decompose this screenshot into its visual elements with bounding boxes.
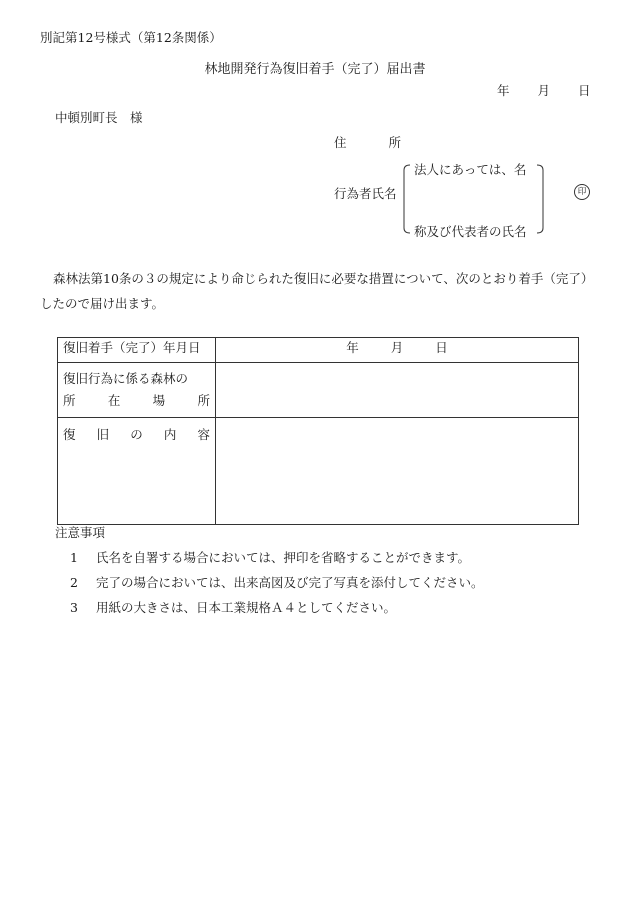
note-number: 1 [70, 550, 78, 565]
content-char: 内 [163, 427, 177, 442]
document-title: 林地開発行為復旧着手（完了）届出書 [204, 62, 426, 77]
location-char: 場 [152, 393, 166, 408]
address-label [334, 133, 401, 151]
note-number: 2 [70, 575, 78, 590]
note-item [70, 573, 484, 591]
right-brace [537, 164, 545, 234]
location-char: 所 [63, 393, 76, 408]
table-row [58, 338, 579, 363]
note-item [70, 548, 470, 566]
addressee: 中頓別町長 様 [55, 110, 143, 125]
start-date-field[interactable] [216, 338, 579, 363]
submission-date [497, 81, 591, 99]
left-brace [402, 164, 410, 234]
table-row [58, 418, 579, 525]
note-text: 氏名を自署する場合においては、押印を省略することができます。 [96, 550, 471, 565]
address-char: 所 [388, 135, 402, 150]
date-day-label: 日 [578, 83, 591, 98]
body-paragraph: 森林法第10条の３の規定により命じられた復旧に必要な措置について、次のとおり着手（完了）したので届け出ます。 [40, 271, 588, 311]
start-date-label: 復旧着手（完了）年月日 [58, 338, 216, 363]
forest-location-label-line1: 復旧行為に係る森林の [63, 371, 189, 386]
restoration-content-field[interactable] [216, 418, 579, 525]
date-month-label: 月 [537, 83, 551, 98]
corporation-note-line1: 法人にあっては、名 [414, 162, 527, 177]
content-char: 容 [197, 427, 210, 442]
note-text: 完了の場合においては、出来高図及び完了写真を添付してください。 [96, 575, 484, 590]
table-row [58, 363, 579, 418]
content-char: の [130, 427, 143, 442]
note-text: 用紙の大きさは、日本工業規格Ａ４としてください。 [96, 600, 397, 615]
forest-location-label [58, 363, 216, 418]
date-year-label: 年 [497, 83, 510, 98]
field-month-label: 月 [390, 340, 404, 355]
restoration-info-table [57, 337, 579, 525]
notes-title: 注意事項 [55, 525, 106, 540]
corporation-note-line2: 称及び代表者の氏名 [414, 224, 527, 239]
field-day-label: 日 [435, 340, 448, 355]
seal-icon: 印 [574, 184, 590, 200]
form-reference: 別記第12号様式（第12条関係） [40, 30, 222, 45]
actor-name-label: 行為者氏名 [334, 186, 397, 201]
note-number: 3 [70, 600, 78, 615]
content-char: 旧 [96, 427, 110, 442]
forest-location-field[interactable] [216, 363, 579, 418]
location-char: 所 [197, 393, 210, 408]
note-item [70, 598, 396, 616]
restoration-content-label [58, 418, 216, 525]
address-char: 住 [334, 135, 347, 150]
content-char: 復 [63, 427, 76, 442]
restoration-content-label-chars [63, 425, 210, 443]
location-char: 在 [107, 393, 121, 408]
forest-location-label-line2 [63, 390, 210, 412]
field-year-label: 年 [346, 340, 359, 355]
